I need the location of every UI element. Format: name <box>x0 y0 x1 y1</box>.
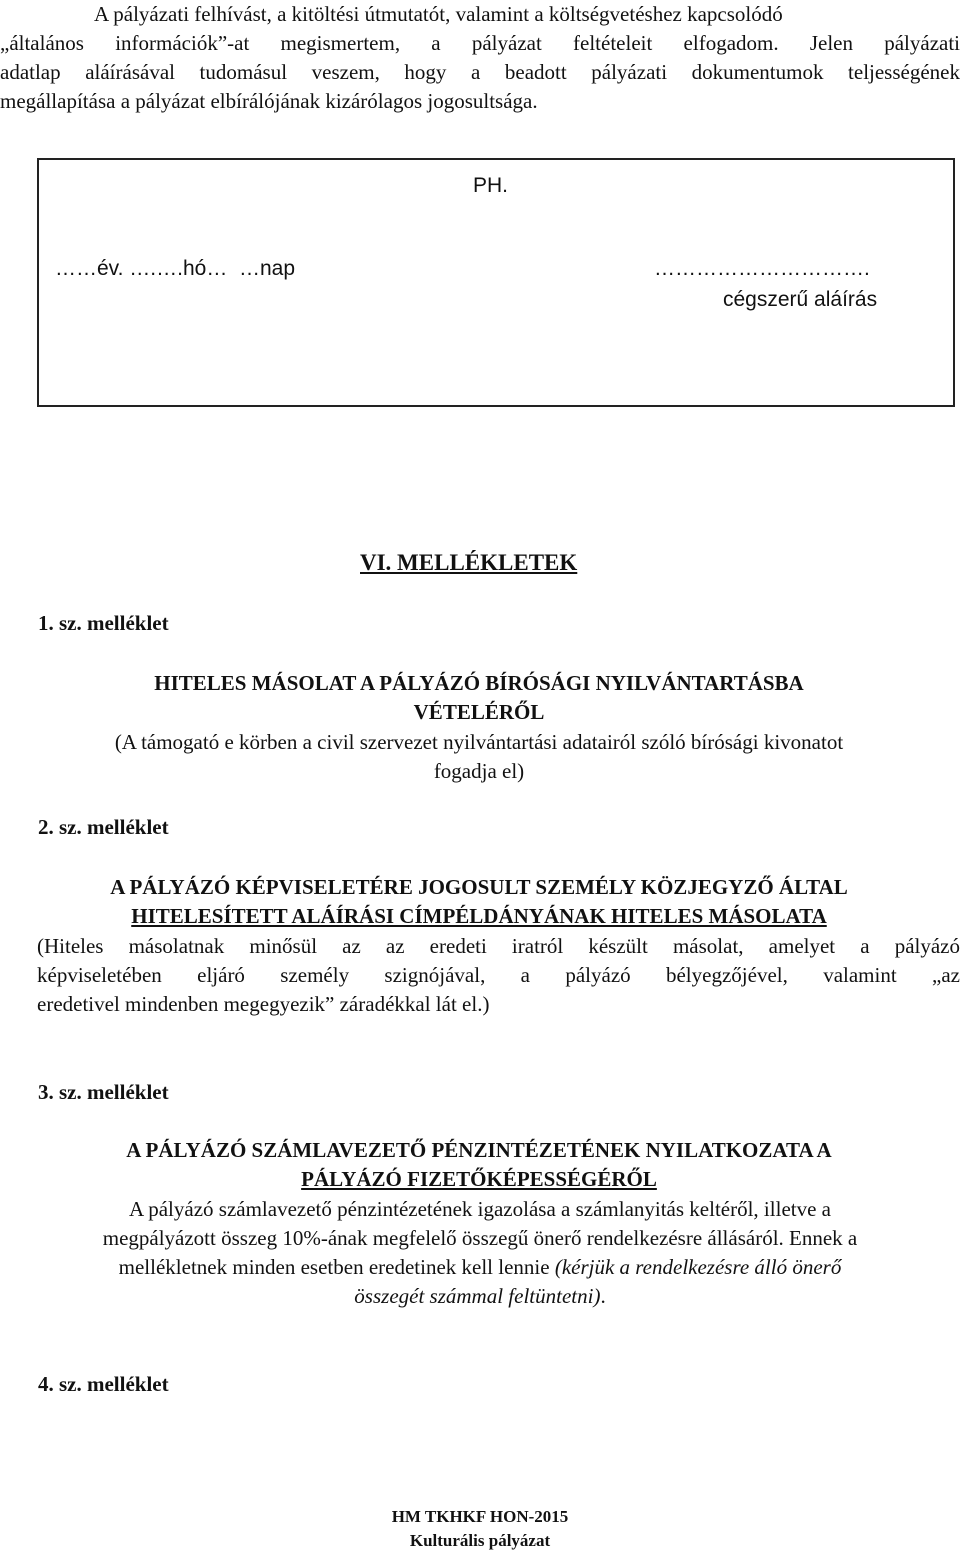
section-title: VI. MELLÉKLETEK <box>360 550 578 575</box>
intro-line: megállapítása a pályázat elbírálójának kizárólagos jogosultsága. <box>0 89 538 113</box>
intro-paragraph <box>0 0 960 116</box>
footer-line: Kulturális pályázat <box>409 1531 551 1550</box>
annex-label: 2. sz. melléklet <box>38 815 169 839</box>
annex-label: 3. sz. melléklet <box>38 1080 169 1104</box>
annex-text-line: (A támogató e körben a civil szervezet nyilvántartási adatairól szóló bírósági kivonatot <box>114 730 844 754</box>
annex-text-line: képviseletében eljáró személy szignójával, a pályázó bélyegzőjével, valamint „az <box>37 963 960 987</box>
signature-dotted-line: …………………………. <box>654 257 870 280</box>
annex-text-line: fogadja el) <box>433 759 525 783</box>
intro-line: „általános információk”-at megismertem, a pályázat feltételeit elfogadom. Jelen pályázati <box>0 31 960 55</box>
annex-text-line: eredetivel mindenben megegyezik” záradékkal lát el.) <box>37 992 490 1016</box>
annex-text-span: . <box>600 1284 606 1308</box>
stamp-placeholder: PH. <box>473 174 509 197</box>
annex-label: 1. sz. melléklet <box>38 611 169 635</box>
footer-line: HM TKHKF HON-2015 <box>391 1507 569 1526</box>
intro-line: A pályázati felhívást, a kitöltési útmutatót, valamint a költségvetéshez kapcsolódó <box>94 2 783 26</box>
annex-text-line <box>20 1282 940 1311</box>
annex-heading-line: PÁLYÁZÓ FIZETŐKÉPESSÉGÉRŐL <box>301 1167 657 1191</box>
annex-description <box>20 1195 940 1311</box>
annex-heading-line: VÉTELÉRŐL <box>413 700 545 724</box>
annex-heading-line: A PÁLYÁZÓ KÉPVISELETÉRE JOGOSULT SZEMÉLY KÖZJEGYZŐ ÁLTAL <box>110 875 848 899</box>
annex-heading-line: HITELES MÁSOLAT A PÁLYÁZÓ BÍRÓSÁGI NYILVÁNTARTÁSBA <box>154 671 804 695</box>
date-line: ……év. ….….hó… …nap <box>55 257 296 280</box>
annex-text-line: megpályázott összeg 10%-ának megfelelő összegű önerő rendelkezésre állásáról. Ennek a <box>102 1226 858 1250</box>
annex-text-line: (Hiteles másolatnak minősül az az eredeti iratról készült másolat, amelyet a pályázó <box>37 934 960 958</box>
intro-line: adatlap aláírásával tudomásul veszem, hogy a beadott pályázati dokumentumok teljességének <box>0 60 960 84</box>
signature-box <box>37 158 955 407</box>
annex-text-italic: összegét számmal feltüntetni) <box>354 1284 601 1308</box>
annex-text-line <box>20 1253 940 1282</box>
annex-heading-line: A PÁLYÁZÓ SZÁMLAVEZETŐ PÉNZINTÉZETÉNEK NYILATKOZATA A <box>126 1138 832 1162</box>
annex-label: 4. sz. melléklet <box>38 1372 169 1396</box>
annex-heading <box>37 873 921 931</box>
annex-description <box>37 932 960 1019</box>
annex-heading <box>37 1136 921 1194</box>
signature-label: cégszerű aláírás <box>723 288 878 311</box>
annex-description <box>37 728 921 786</box>
annex-heading <box>37 669 921 727</box>
annex-text-line: A pályázó számlavezető pénzintézetének igazolása a számlanyitás keltéről, illetve a <box>128 1197 831 1221</box>
annex-text-italic: (kérjük a rendelkezésre álló önerő <box>554 1255 842 1279</box>
annex-text-span: mellékletnek minden esetben eredetinek kell lennie <box>118 1255 555 1279</box>
annex-heading-line: HITELESÍTETT ALÁÍRÁSI CÍMPÉLDÁNYÁNAK HITELES MÁSOLATA <box>131 904 827 928</box>
page-footer <box>0 1505 960 1553</box>
